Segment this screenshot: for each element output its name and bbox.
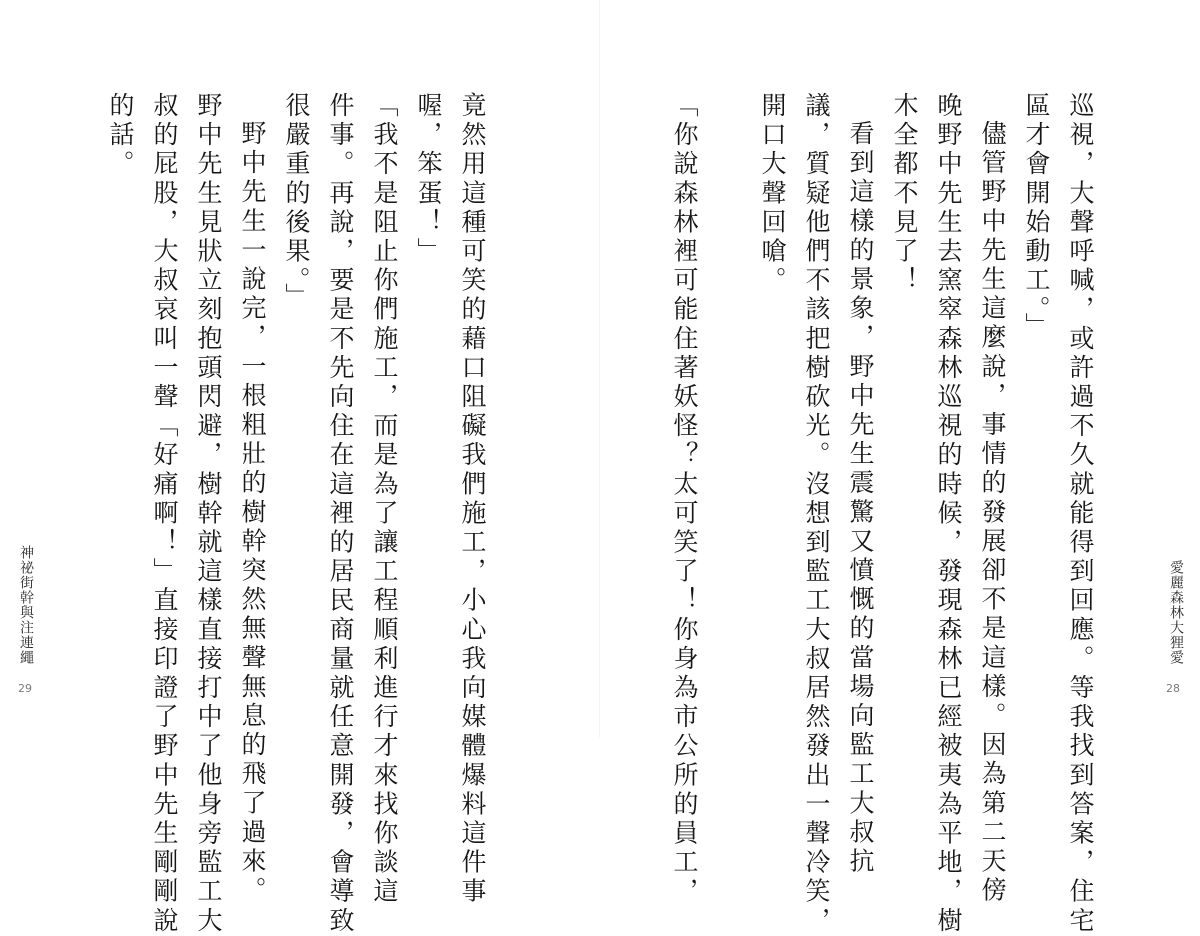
text-line: 竟然用這種可笑的藉口阻礙我們施工，小心我向媒體爆料這件事	[458, 92, 487, 907]
right-page	[600, 0, 1200, 936]
text-line: 儘管野中先生這麼說，事情的發展卻不是這樣。因為第二天傍	[978, 119, 1007, 906]
text-line: 的話。	[106, 92, 135, 180]
right-page-body	[662, 92, 1102, 936]
text-line: 很嚴重的後果。」	[282, 92, 311, 313]
text-line: 開口大聲回嗆。	[758, 92, 787, 296]
page-number: 28	[1166, 682, 1180, 695]
text-line: 木全都不見了！	[890, 92, 919, 296]
text-line: 區才會開始動工。」	[1022, 92, 1051, 342]
text-line: 件事。再說，要是不先向住在這裡的居民商量就任意開發，會導致	[326, 92, 355, 936]
text-line: 看到這樣的景象，野中先生震驚又憤慨的當場向監工大叔抗	[846, 119, 875, 877]
running-title: 愛麗森林大狸愛	[1168, 560, 1184, 665]
text-line: 晚野中先生去窯窣森林巡視的時候，發現森林已經被夷為平地，樹	[934, 92, 963, 936]
text-line: 野中先生見狀立刻抱頭閃避，樹幹就這樣直接打中了他身旁監工大	[194, 92, 223, 936]
text-line: 喔，笨蛋！」	[414, 92, 443, 267]
text-line: 叔的屁股，大叔哀叫一聲「好痛啊！」直接印證了野中先生剛剛說	[150, 92, 179, 936]
text-line: 「我不是阻止你們施工，而是為了讓工程順利進行才來找你談這	[370, 92, 399, 907]
text-line: 議，質疑他們不該把樹砍光。沒想到監工大叔居然發出一聲冷笑，	[802, 92, 831, 936]
text-line: 「你說森林裡可能住著妖怪？太可笑了！你身為市公所的員工，	[670, 92, 699, 907]
text-line: 巡視，大聲呼喊，或許過不久就能得到回應。等我找到答案，住宅	[1066, 92, 1095, 936]
text-line: 野中先生一說完，一根粗壯的樹幹突然無聲無息的飛了過來。	[238, 119, 267, 906]
left-page-body	[98, 92, 494, 936]
paragraph-gap	[706, 92, 750, 692]
page-number: 29	[18, 682, 32, 695]
running-title: 神祕街幹與注連繩	[18, 545, 34, 665]
